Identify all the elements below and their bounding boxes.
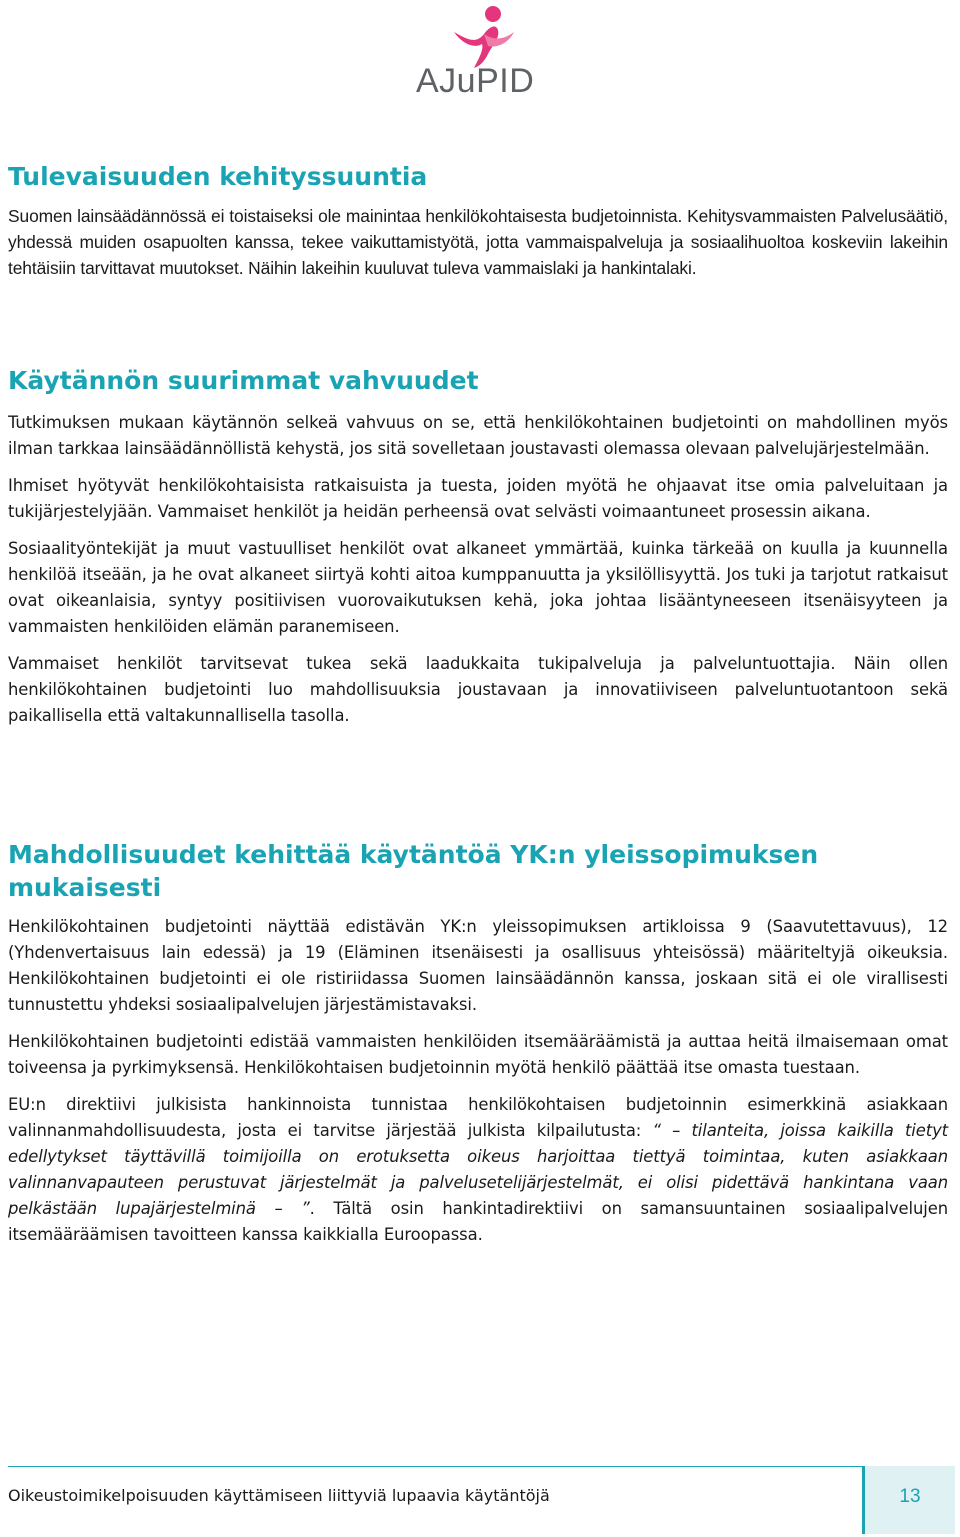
page-number: 13	[899, 1486, 921, 1507]
logo-text: AJuPID	[416, 62, 535, 100]
eu-paragraph	[8, 1092, 948, 1248]
section-opportunities	[8, 838, 948, 1259]
eu-paragraph-text-end: . Tältä osin hankintadirektiivi on samansuuntainen sosiaalipalvelujen itsemääräämisen tavoitteen kanssa kaikkialla Euroopassa.	[8, 1199, 949, 1244]
paragraph: Ihmiset hyötyvät henkilökohtaisista ratkaisuista ja tuesta, joiden myötä he ohjaavat itse omia palveluitaan ja tukijärjestelyjään. Vammaiset henkilöt ja heidän perheensä ovat selvästi voimaantuneet prosessin aikana.	[8, 476, 948, 521]
paragraph: Vammaiset henkilöt tarvitsevat tukea sekä laadukkaita tukipalveluja ja palveluntuottajia. Näin ollen henkilökohtainen budjetointi luo mahdollisuuksia joustavaan ja innovatiiviseen palveluntuotantoon sekä paikallisella että valtakunnallisella tasolla.	[8, 654, 948, 725]
paragraph: Henkilökohtainen budjetointi edistää vammaisten henkilöiden itsemääräämistä ja auttaa heitä ilmaisemaan omat toiveensa ja pyrkimyksensä. Henkilökohtaisen budjetoinnin myötä henkilö päättää itse omasta tuestaan.	[8, 1032, 948, 1077]
section-heading: Mahdollisuudet kehittää käytäntöä YK:n yleissopimuksen mukaisesti	[8, 840, 819, 902]
section-strengths	[8, 364, 948, 740]
eu-paragraph-text: EU:n direktiivi julkisista hankinnoista tunnistaa henkilökohtaisen budjetoinnin esimerkkinä asiakkaan valinnanmahdollisuudesta, josta ei tarvitse järjestää julkista kilpailutusta:	[8, 1095, 948, 1140]
section-heading: Tulevaisuuden kehityssuuntia	[8, 162, 428, 191]
directive-quote: “ – tilanteita, joissa kaikilla tietyt edellytykset täyttävillä toimijoilla on erotuksetta oikeus harjoittaa tiettyä toimintaa, kuten asiakkaan valinnanvapauteen perustuvat järjestelmät ja palvelusetelijärjestelmät, ei olisi pidettävä hankintana vaan pelkästään lupajärjestelminä – ”	[8, 1121, 948, 1218]
paragraph: Henkilökohtainen budjetointi näyttää edistävän YK:n yleissopimuksen artikloissa 9 (Saavutettavuus), 12 (Yhdenvertaisuus lain edessä) ja 19 (Eläminen itsenäisesti ja osallisuus yhteisössä) määriteltyjä oikeuksia. Henkilökohtainen budjetointi ei ole ristiriidassa Suomen lainsäädännön kanssa, joskaan sitä ei ole virallisesti tunnustettu yhdeksi sosiaalipalvelujen järjestämistavaksi.	[8, 917, 948, 1014]
paragraph: Tutkimuksen mukaan käytännön selkeä vahvuus on se, että henkilökohtainen budjetointi on mahdollinen myös ilman tarkkaa lainsäädännöllistä kehystä, jos sitä sovelletaan joustavasti olemassa olevaan palvelujärjestelmään.	[8, 413, 948, 458]
section-future	[8, 160, 948, 292]
section-heading: Käytännön suurimmat vahvuudet	[8, 366, 479, 395]
paragraph: Suomen lainsäädännössä ei toistaiseksi ole mainintaa henkilökohtaisesta budjetoinnista. Kehitysvammaisten Palvelusäätiö, yhdessä muiden osapuolten kanssa, tekee vaikuttamistyötä, jotta vammaispalveluja ja sosiaalihuoltoa koskeviin lakeihin tehtäisiin tarvittavat muutokset. Näihin lakeihin kuuluvat tuleva vammaislaki ja hankintalaki.	[8, 206, 948, 278]
page-number-box	[862, 1466, 955, 1534]
logo	[410, 2, 550, 102]
paragraph: Sosiaalityöntekijät ja muut vastuulliset henkilöt ovat alkaneet ymmärtää, kuinka tärkeää on kuulla ja kuunnella henkilöä itseään, ja he ovat alkaneet siirtyä kohti aitoa kumppanuutta ja yksilöllisyyttä. Jos tuki ja tarjotut ratkaisut ovat oikeanlaisia, syntyy positiivisen vuorovaikutuksen kehä, joka johtaa lisääntyneeseen itsenäisyyteen ja vammaisten henkilöiden elämän paranemiseen.	[8, 539, 948, 636]
footer-title: Oikeustoimikelpoisuuden käyttämiseen liittyviä lupaavia käytäntöjä	[8, 1486, 550, 1505]
footer-divider	[8, 1466, 952, 1467]
